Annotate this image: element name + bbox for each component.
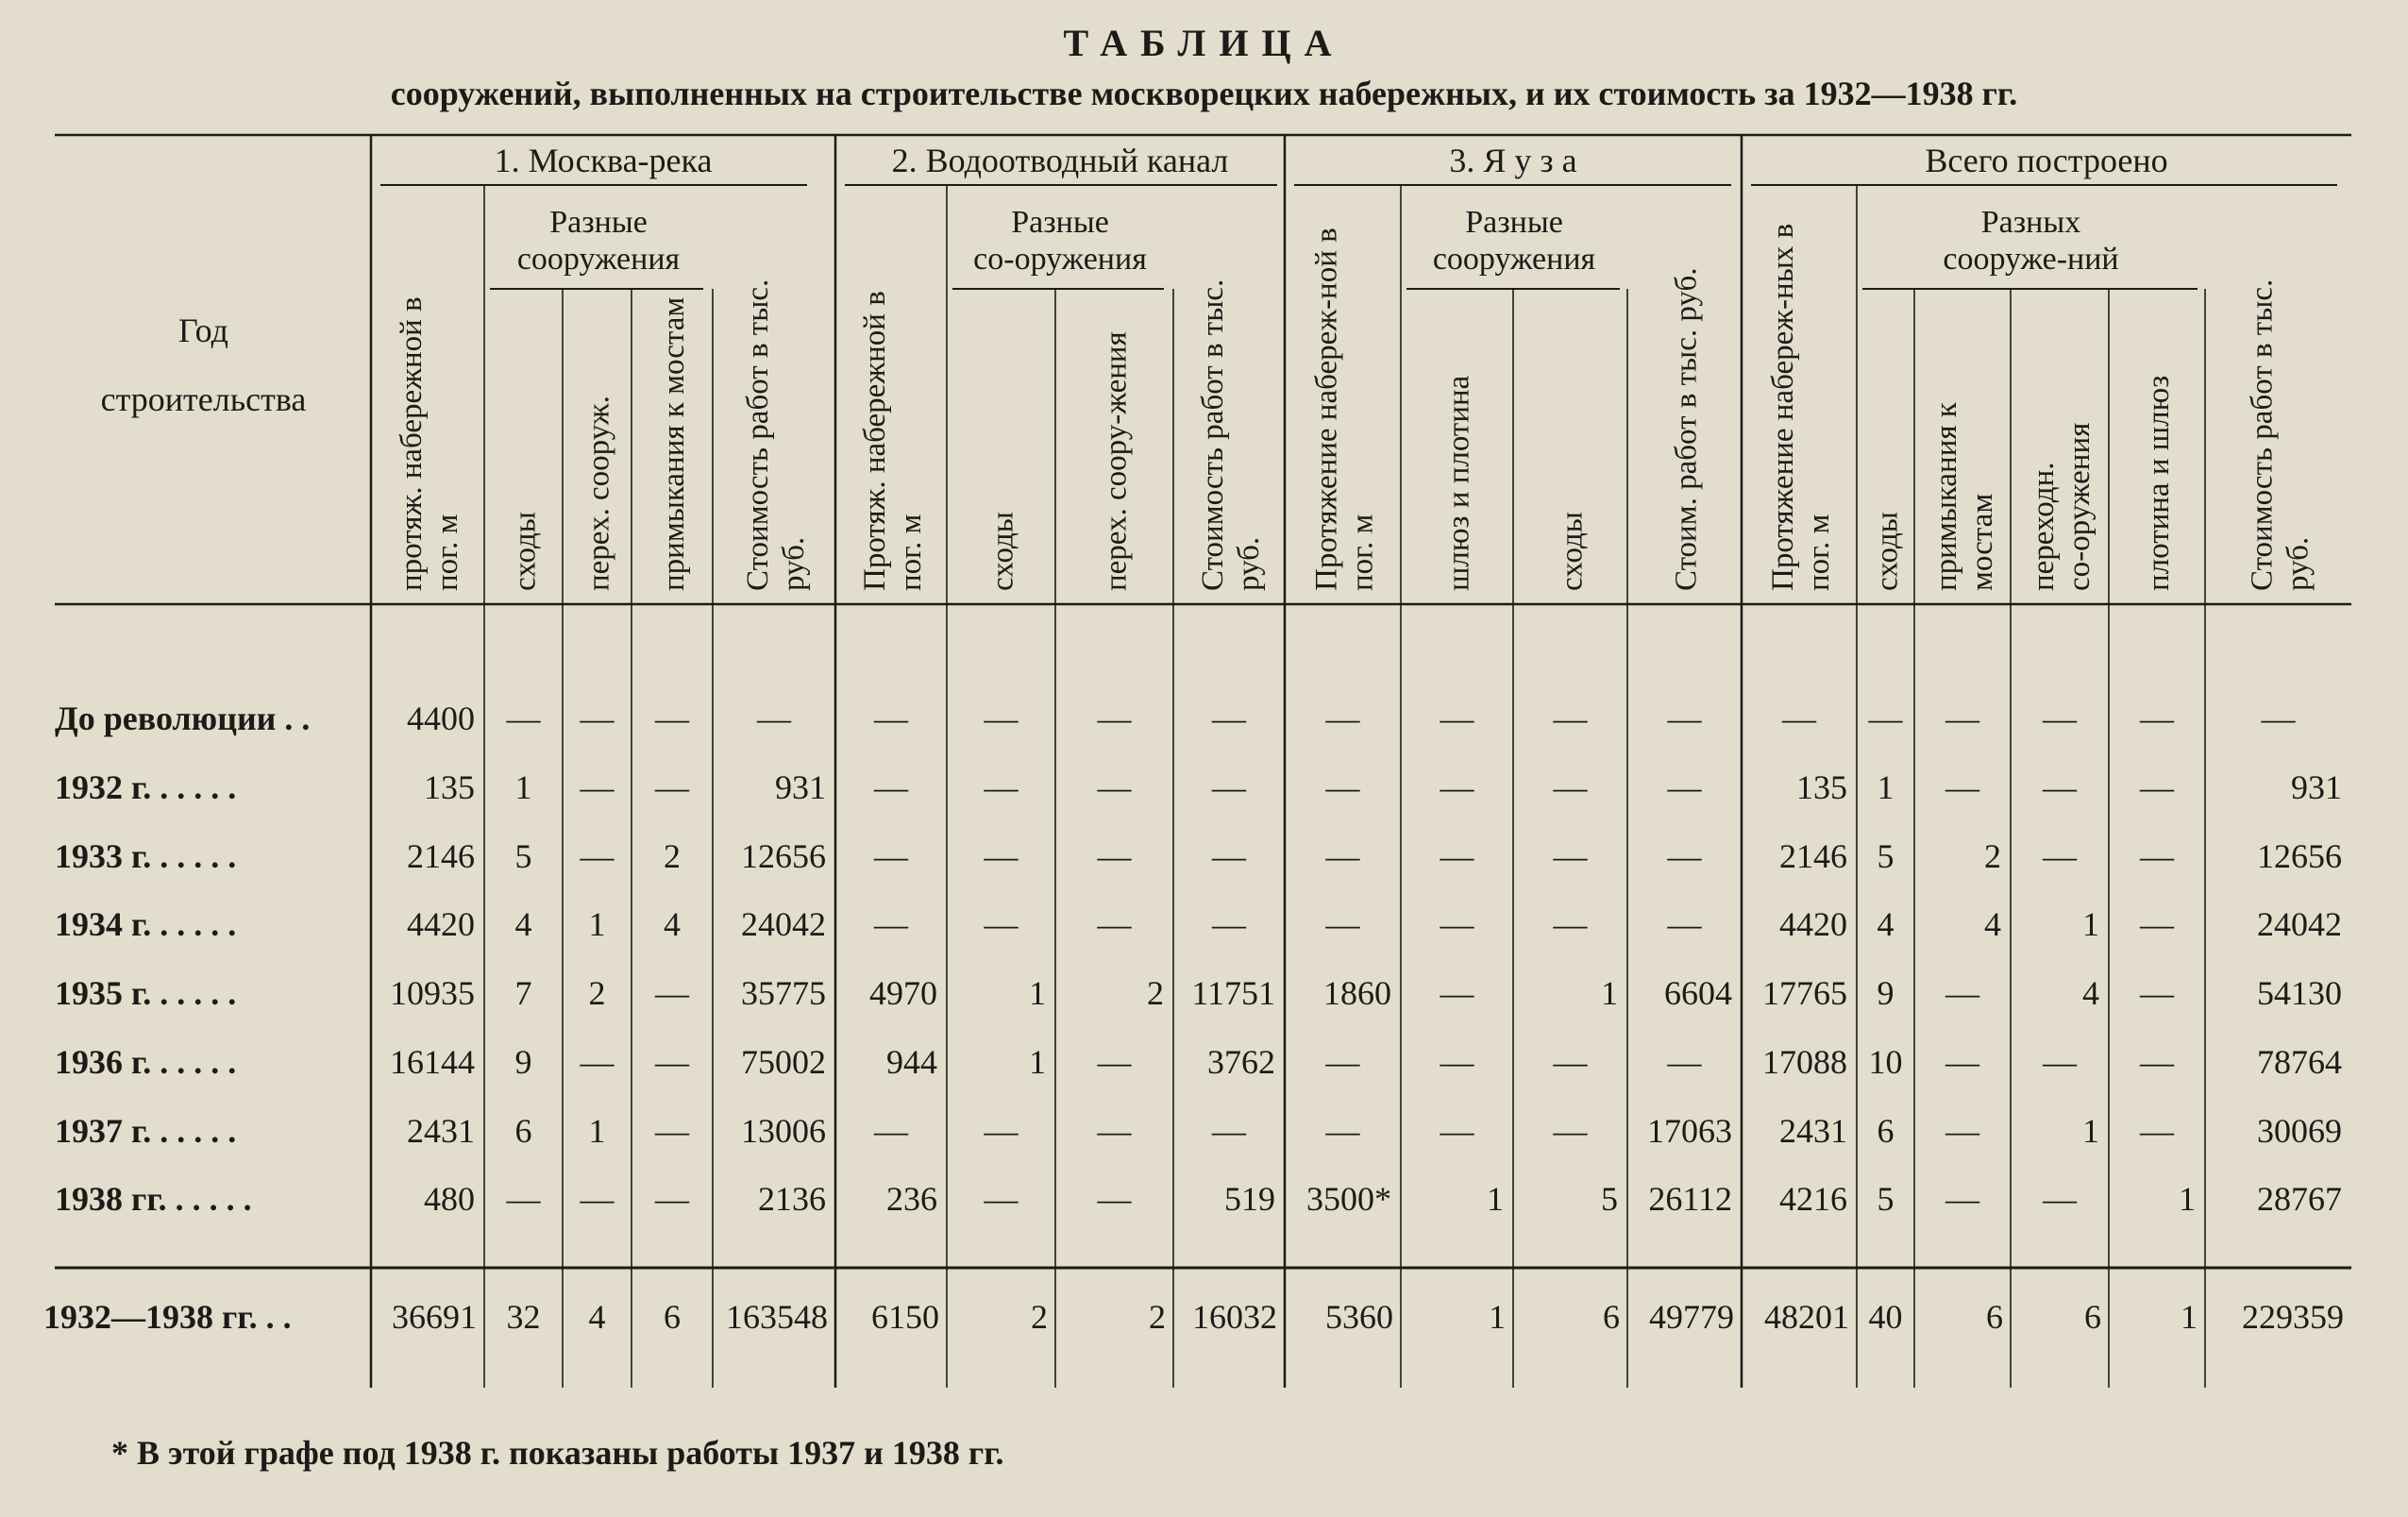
- cell-value: —: [506, 700, 541, 737]
- cell-value: —: [1325, 905, 1360, 943]
- total-value: 5360: [1325, 1298, 1393, 1336]
- cell-value: 1: [514, 768, 532, 806]
- cell-value: 17063: [1647, 1112, 1732, 1150]
- cell-value: —: [874, 1112, 908, 1150]
- cell-value: 2: [1147, 974, 1164, 1012]
- cell-value: —: [874, 768, 908, 806]
- total-value: 16032: [1192, 1298, 1277, 1336]
- column-header: шлюз и плотина: [1441, 375, 1476, 591]
- total-value: 1: [2181, 1298, 2198, 1336]
- cell-value: —: [2043, 1180, 2077, 1218]
- cell-value: 931: [775, 768, 826, 806]
- cell-value: —: [2140, 1112, 2174, 1150]
- cell-value: 16144: [390, 1043, 475, 1081]
- column-header: пог. м: [1802, 514, 1836, 591]
- total-value: 6: [2084, 1298, 2101, 1336]
- cell-value: —: [580, 1043, 615, 1081]
- cell-value: 4420: [1779, 905, 1847, 943]
- cell-value: 1: [588, 905, 606, 943]
- cell-value: —: [1097, 837, 1132, 875]
- column-header: со-оружения: [2063, 422, 2096, 591]
- cell-value: —: [874, 905, 908, 943]
- cell-value: —: [655, 1043, 689, 1081]
- row-year: 1932 г. . . . . .: [55, 768, 237, 806]
- cell-value: —: [1440, 905, 1474, 943]
- cell-value: —: [1667, 700, 1702, 737]
- cell-value: 5: [514, 837, 532, 875]
- cell-value: 7: [514, 974, 532, 1012]
- cell-value: 9: [514, 1043, 532, 1081]
- cell-value: —: [655, 768, 689, 806]
- cell-value: —: [506, 1180, 541, 1218]
- column-header: Протяж. набережной в: [858, 291, 892, 591]
- cell-value: 1: [588, 1112, 606, 1150]
- cell-value: —: [655, 1180, 689, 1218]
- column-header: пог. м: [430, 514, 464, 591]
- cell-value: 4400: [407, 700, 475, 737]
- cell-value: 13006: [741, 1112, 826, 1150]
- group-title: 2. Водоотводный канал: [891, 142, 1229, 179]
- cell-value: —: [2140, 768, 2174, 806]
- cell-value: 10: [1868, 1043, 1903, 1081]
- cell-value: 135: [1796, 768, 1847, 806]
- subgroup-title: Разные: [1465, 205, 1563, 240]
- cell-value: 4970: [869, 974, 937, 1012]
- cell-value: —: [1212, 905, 1246, 943]
- cell-value: 4: [664, 905, 681, 943]
- cell-value: 4: [2082, 974, 2099, 1012]
- total-value: 49779: [1649, 1298, 1734, 1336]
- cell-value: 236: [886, 1180, 937, 1218]
- cell-value: 1: [1877, 768, 1894, 806]
- total-value: 6: [1986, 1298, 2003, 1336]
- subgroup-title: сооружения: [1432, 242, 1596, 277]
- cell-value: —: [1212, 768, 1246, 806]
- cell-value: 26112: [1648, 1180, 1732, 1218]
- cell-value: 10935: [390, 974, 475, 1012]
- row-year: 1937 г. . . . . .: [55, 1112, 237, 1150]
- cell-value: —: [1097, 1112, 1132, 1150]
- subgroup-title: Разные: [549, 205, 648, 240]
- cell-value: —: [984, 700, 1019, 737]
- row-year: 1934 г. . . . . .: [55, 905, 237, 943]
- cell-value: —: [1097, 700, 1132, 737]
- cell-value: 1: [2179, 1180, 2196, 1218]
- cell-value: —: [1945, 700, 1979, 737]
- row-year: До революции . .: [55, 700, 311, 737]
- total-value: 229359: [2242, 1298, 2344, 1336]
- row-year: 1938 гг. . . . . .: [55, 1180, 252, 1218]
- cell-value: —: [1868, 700, 1903, 737]
- cell-value: —: [2043, 768, 2077, 806]
- cell-value: 2: [588, 974, 606, 1012]
- cell-value: —: [1945, 1043, 1979, 1081]
- cell-value: —: [2140, 905, 2174, 943]
- cell-value: —: [1212, 837, 1246, 875]
- cell-value: 17088: [1762, 1043, 1847, 1081]
- cell-value: 54130: [2257, 974, 2342, 1012]
- cell-value: —: [1440, 974, 1474, 1012]
- cell-value: —: [1325, 700, 1360, 737]
- cell-value: 17765: [1762, 974, 1847, 1012]
- cell-value: 24042: [2257, 905, 2342, 943]
- cell-value: —: [1325, 1043, 1360, 1081]
- cell-value: 5: [1877, 837, 1894, 875]
- cell-value: —: [580, 1180, 615, 1218]
- cell-value: 944: [886, 1043, 937, 1081]
- column-header: сходы: [508, 512, 543, 591]
- column-header: плотина и шлюз: [2142, 375, 2176, 591]
- column-header: примыкания к: [1929, 402, 1963, 591]
- column-header: руб.: [2281, 536, 2315, 591]
- cell-value: —: [580, 837, 615, 875]
- cell-value: —: [1097, 905, 1132, 943]
- column-header: Стоимость работ в тыс.: [741, 278, 775, 591]
- cell-value: —: [1212, 1112, 1246, 1150]
- cell-value: —: [2140, 1043, 2174, 1081]
- cell-value: 1860: [1323, 974, 1391, 1012]
- cell-value: 28767: [2257, 1180, 2342, 1218]
- cell-value: 2: [1984, 837, 2001, 875]
- cell-value: —: [1212, 700, 1246, 737]
- page-title: ТАБЛИЦА: [1063, 22, 1345, 64]
- column-header: Стоим. работ в тыс. руб.: [1669, 267, 1704, 591]
- total-value: 40: [1868, 1298, 1903, 1336]
- cell-value: 2136: [758, 1180, 826, 1218]
- column-header: руб.: [1232, 536, 1266, 591]
- total-value: 1: [1489, 1298, 1506, 1336]
- year-header-label: строительства: [100, 380, 307, 418]
- total-value: 163548: [726, 1298, 828, 1336]
- column-header: сходы: [1555, 512, 1590, 591]
- cell-value: 135: [424, 768, 475, 806]
- cell-value: —: [1325, 768, 1360, 806]
- cell-value: 4420: [407, 905, 475, 943]
- cell-value: —: [874, 700, 908, 737]
- column-header: перех. соору-жения: [1099, 331, 1134, 591]
- column-header: пог. м: [1345, 514, 1380, 591]
- cell-value: —: [1667, 768, 1702, 806]
- cell-value: 1: [1029, 1043, 1046, 1081]
- cell-value: —: [2043, 700, 2077, 737]
- cell-value: 1: [2082, 905, 2099, 943]
- cell-value: —: [1945, 974, 1979, 1012]
- cell-value: —: [1440, 700, 1474, 737]
- cell-value: —: [1782, 700, 1816, 737]
- cell-value: 35775: [741, 974, 826, 1012]
- cell-value: —: [1553, 768, 1588, 806]
- year-header-label: Год: [178, 312, 228, 349]
- cell-value: 6604: [1664, 974, 1732, 1012]
- cell-value: —: [1325, 837, 1360, 875]
- cell-value: 3762: [1207, 1043, 1275, 1081]
- cell-value: —: [1097, 1180, 1132, 1218]
- cell-value: 78764: [2257, 1043, 2342, 1081]
- row-year: 1933 г. . . . . .: [55, 837, 237, 875]
- cell-value: —: [984, 1112, 1019, 1150]
- cell-value: —: [1553, 1043, 1588, 1081]
- cell-value: —: [655, 1112, 689, 1150]
- column-header: пог. м: [894, 514, 928, 591]
- cell-value: —: [984, 1180, 1019, 1218]
- cell-value: —: [1553, 1112, 1588, 1150]
- cell-value: —: [1440, 768, 1474, 806]
- column-header: Стоимость работ в тыс.: [1196, 278, 1230, 591]
- cell-value: 1: [1487, 1180, 1504, 1218]
- cell-value: 931: [2291, 768, 2342, 806]
- total-value: 6: [1603, 1298, 1620, 1336]
- total-value: 6: [664, 1298, 681, 1336]
- column-header: Протяжение набереж-ных в: [1766, 223, 1800, 591]
- cell-value: —: [984, 905, 1019, 943]
- cell-value: 30069: [2257, 1112, 2342, 1150]
- column-header: мостам: [1965, 493, 1999, 591]
- cell-value: —: [1945, 768, 1979, 806]
- total-value: 36691: [392, 1298, 477, 1336]
- cell-value: 24042: [741, 905, 826, 943]
- cell-value: 4: [514, 905, 532, 943]
- column-header: перех. сооруж.: [581, 396, 616, 591]
- cell-value: —: [1440, 837, 1474, 875]
- cell-value: 12656: [741, 837, 826, 875]
- subgroup-title: сооруже-ний: [1943, 242, 2119, 277]
- cell-value: —: [1553, 905, 1588, 943]
- cell-value: —: [1440, 1112, 1474, 1150]
- cell-value: 11751: [1191, 974, 1275, 1012]
- cell-value: 2146: [1779, 837, 1847, 875]
- cell-value: 2431: [1779, 1112, 1847, 1150]
- cell-value: —: [1553, 837, 1588, 875]
- cell-value: —: [984, 837, 1019, 875]
- column-header: Протяжение набереж-ной в: [1309, 228, 1344, 591]
- cell-value: —: [1667, 1043, 1702, 1081]
- cell-value: 2431: [407, 1112, 475, 1150]
- cell-value: 5: [1601, 1180, 1618, 1218]
- cell-value: —: [1553, 700, 1588, 737]
- column-header: руб.: [777, 536, 811, 591]
- cell-value: —: [2043, 837, 2077, 875]
- cell-value: 1: [2082, 1112, 2099, 1150]
- column-header: переходн.: [2027, 462, 2061, 591]
- total-value: 32: [506, 1298, 541, 1336]
- total-value: 48201: [1764, 1298, 1849, 1336]
- cell-value: —: [580, 700, 615, 737]
- total-year: 1932—1938 гг. . .: [43, 1298, 292, 1336]
- subgroup-title: со-оружения: [973, 242, 1147, 277]
- group-title: Всего построено: [1925, 142, 2168, 179]
- cell-value: —: [1440, 1043, 1474, 1081]
- cell-value: 4216: [1779, 1180, 1847, 1218]
- cell-value: 12656: [2257, 837, 2342, 875]
- subgroup-title: Разные: [1011, 205, 1109, 240]
- total-value: 2: [1149, 1298, 1166, 1336]
- group-title: 3. Я у з а: [1449, 142, 1577, 179]
- cell-value: —: [2043, 1043, 2077, 1081]
- total-value: 4: [588, 1298, 606, 1336]
- cell-value: —: [655, 700, 689, 737]
- row-year: 1935 г. . . . . .: [55, 974, 237, 1012]
- cell-value: —: [2261, 700, 2296, 737]
- cell-value: —: [1097, 1043, 1132, 1081]
- cell-value: 519: [1224, 1180, 1275, 1218]
- group-title: 1. Москва-река: [494, 142, 713, 179]
- column-header: примыкания к мостам: [657, 296, 691, 591]
- column-header: протяж. набережной в: [395, 296, 429, 591]
- cell-value: 2146: [407, 837, 475, 875]
- row-year: 1936 г. . . . . .: [55, 1043, 237, 1081]
- column-header: сходы: [1870, 512, 1905, 591]
- column-header: сходы: [985, 512, 1020, 591]
- cell-value: —: [1097, 768, 1132, 806]
- cell-value: —: [757, 700, 791, 737]
- cell-value: 5: [1877, 1180, 1894, 1218]
- cell-value: —: [2140, 974, 2174, 1012]
- subgroup-title: Разных: [1980, 205, 2081, 240]
- cell-value: —: [2140, 700, 2174, 737]
- cell-value: —: [580, 768, 615, 806]
- page-subtitle: сооружений, выполненных на строительстве москворецких набережных, и их стоимость за 1932—1938 гг.: [390, 75, 2018, 112]
- cell-value: 4: [1984, 905, 2001, 943]
- cell-value: —: [1667, 837, 1702, 875]
- subgroup-title: сооружения: [516, 242, 681, 277]
- cell-value: 1: [1601, 974, 1618, 1012]
- cell-value: —: [655, 974, 689, 1012]
- cell-value: 6: [1877, 1112, 1894, 1150]
- cell-value: 4: [1877, 905, 1894, 943]
- cell-value: —: [1945, 1180, 1979, 1218]
- cell-value: —: [984, 768, 1019, 806]
- cell-value: 9: [1877, 974, 1894, 1012]
- cell-value: —: [1325, 1112, 1360, 1150]
- cell-value: —: [2140, 837, 2174, 875]
- cell-value: 75002: [741, 1043, 826, 1081]
- footnote: * В этой графе под 1938 г. показаны работы 1937 и 1938 гг.: [111, 1434, 1004, 1472]
- cell-value: —: [1945, 1112, 1979, 1150]
- cell-value: —: [874, 837, 908, 875]
- cell-value: 3500*: [1306, 1180, 1391, 1218]
- cell-value: 480: [424, 1180, 475, 1218]
- column-header: Стоимость работ в тыс.: [2245, 278, 2280, 591]
- total-value: 6150: [871, 1298, 939, 1336]
- cell-value: 1: [1029, 974, 1046, 1012]
- cell-value: —: [1667, 905, 1702, 943]
- cell-value: 6: [514, 1112, 532, 1150]
- cell-value: 2: [664, 837, 681, 875]
- total-value: 2: [1031, 1298, 1048, 1336]
